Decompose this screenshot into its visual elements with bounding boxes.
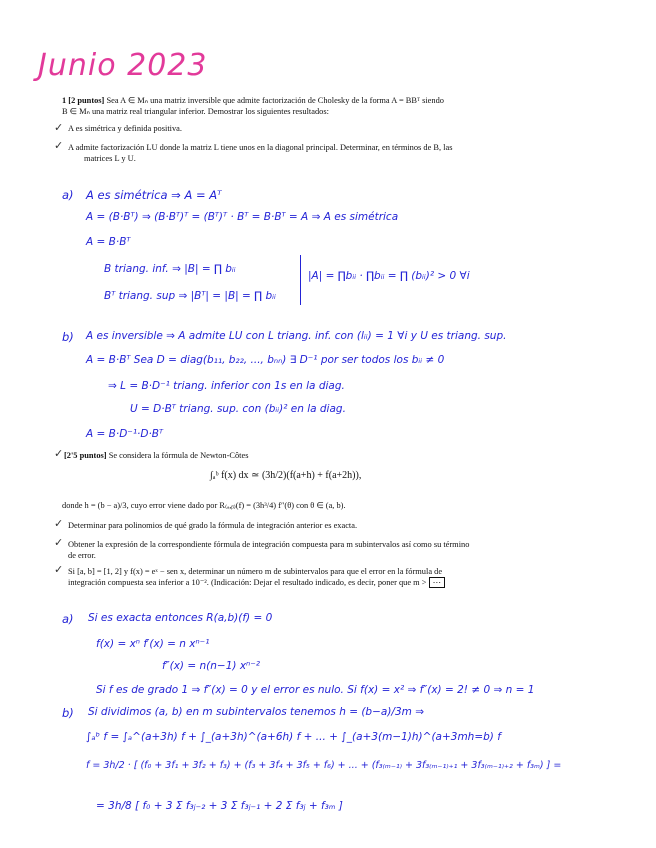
check-mark-icon: ✓ [54, 121, 64, 134]
problem-2-item-1: Determinar para polinomios de qué grado la fórmula de integración anterior es exacta. [68, 521, 358, 530]
check-mark-icon: ✓ [54, 447, 64, 460]
problem-2-points: [2'5 puntos] [64, 451, 107, 460]
problem-2-item-3b-text: integración compuesta sea inferior a 10⁻². (Indicación: Dejar el resultado indicado, es decir, poner que m > [68, 578, 427, 587]
solution-1b-line-3: ⇒ L = B·D⁻¹ triang. inferior con 1s en la diag. [108, 380, 345, 392]
solution-1b-line-4: U = D·Bᵀ triang. sup. con (bᵢᵢ)² en la diag. [130, 403, 346, 415]
problem-2-statement [64, 450, 248, 461]
solution-2b-line-3: f = 3h/2 · [ (f₀ + 3f₁ + 3f₂ + f₃) + (f₃ + 3f₄ + 3f₅ + f₆) + ... + (f₃₍ₘ₋₁₎ + 3f₃₍ₘ₋₁₎₊₁ + 3f₃₍ₘ₋₁₎₊₂ + f₃ₘ) ] = [86, 760, 562, 771]
page-title: Junio 2023 [38, 48, 208, 83]
solution-2b-line-2: ∫ₐᵇ f = ∫ₐ^(a+3h) f + ∫_(a+3h)^(a+6h) f + ... + ∫_(a+3(m−1)h)^(a+3mh=b) f [86, 731, 501, 743]
solution-2b-line-1: Si dividimos (a, b) en m subintervalos tenemos h = (b−a)/3m ⇒ [88, 706, 425, 718]
problem-1-text: Sea A ∈ Mₙ una matriz inversible que admite factorización de Cholesky de la forma A = BBᵀ siendo [106, 96, 444, 105]
problem-1-item-a: A es simétrica y definida positiva. [68, 124, 182, 133]
problem-2-text: Se considera la fórmula de Newton-Côtes [108, 451, 249, 460]
solution-1a-label: a) [62, 188, 74, 202]
check-mark-icon: ✓ [54, 563, 64, 576]
problem-2-item-2b: de error. [68, 551, 96, 560]
solution-1b-label: b) [62, 330, 74, 344]
problem-1-item-b-2: matrices L y U. [84, 154, 136, 163]
problem-1-statement [62, 95, 502, 106]
solution-2a-line-2: f(x) = xⁿ f′(x) = n xⁿ⁻¹ [96, 638, 210, 650]
solution-2a-label: a) [62, 612, 74, 626]
solution-1a-line-4: B triang. inf. ⇒ |B| = ∏ bᵢᵢ [104, 263, 236, 275]
problem-1-text-2: B ∈ Mₙ una matriz real triangular inferior. Demostrar los siguientes resultados: [62, 107, 329, 116]
problem-1-points: [2 puntos] [68, 96, 105, 105]
solution-2a-line-1: Si es exacta entonces R(a,b)(f) = 0 [88, 612, 273, 624]
solution-2a-line-4: Si f es de grado 1 ⇒ f″(x) = 0 y el error es nulo. Si f(x) = x² ⇒ f″(x) = 2! ≠ 0 ⇒ n = 1 [96, 684, 535, 696]
solution-1a-line-3: A = B·Bᵀ [86, 236, 131, 248]
check-mark-icon: ✓ [54, 139, 64, 152]
check-mark-icon: ✓ [54, 517, 64, 530]
solution-1a-line-5: Bᵀ triang. sup ⇒ |Bᵀ| = |B| = ∏ bᵢᵢ [104, 290, 276, 302]
problem-2-item-3b [68, 577, 445, 588]
problem-2-where: donde h = (b − a)/3, cuyo error viene dado por R₍ₐ,ᵦ₎(f) = (3h³/4) f″(θ) con θ ∈ (a, b). [62, 501, 346, 510]
solution-2b-label: b) [62, 706, 74, 720]
answer-box: ⋯ [429, 577, 445, 588]
solution-1a-side-note: |A| = ∏bᵢᵢ · ∏bᵢᵢ = ∏ (bᵢᵢ)² > 0 ∀i [308, 270, 470, 282]
solution-2b-line-4: = 3h/8 [ f₀ + 3 Σ f₃ⱼ₋₂ + 3 Σ f₃ⱼ₋₁ + 2 Σ f₃ⱼ + f₃ₘ ] [96, 800, 343, 812]
check-mark-icon: ✓ [54, 536, 64, 549]
solution-1b-line-2: A = B·Bᵀ Sea D = diag(b₁₁, b₂₂, ..., bₙₙ) ∃ D⁻¹ por ser todos los bᵢᵢ ≠ 0 [86, 354, 445, 366]
newton-cotes-formula: ∫ₐᵇ f(x) dx ≃ (3h/2)(f(a+h) + f(a+2h)), [210, 470, 362, 481]
solution-1a-line-2: A = (B·Bᵀ) ⇒ (B·Bᵀ)ᵀ = (Bᵀ)ᵀ · Bᵀ = B·Bᵀ = A ⇒ A es simétrica [86, 211, 399, 223]
problem-1-number: 1 [62, 96, 67, 105]
solution-1b-line-5: A = B·D⁻¹·D·Bᵀ [86, 428, 164, 440]
problem-1-item-b: A admite factorización LU donde la matriz L tiene unos en la diagonal principal. Determinar, en términos de B, las [68, 143, 453, 152]
solution-1b-line-1: A es inversible ⇒ A admite LU con L triang. inf. con (lᵢᵢ) = 1 ∀i y U es triang. sup. [86, 330, 507, 342]
separator-line [300, 255, 301, 305]
solution-2a-line-3: f″(x) = n(n−1) xⁿ⁻² [162, 660, 260, 672]
problem-2-item-2: Obtener la expresión de la correspondiente fórmula de integración compuesta para m subintervalos así como su término [68, 540, 470, 549]
problem-2-item-3: Si [a, b] = [1, 2] y f(x) = eˣ − sen x, determinar un número m de subintervalos para que el error en la fórmula de [68, 567, 443, 576]
solution-1a-line-1: A es simétrica ⇒ A = Aᵀ [86, 188, 222, 202]
